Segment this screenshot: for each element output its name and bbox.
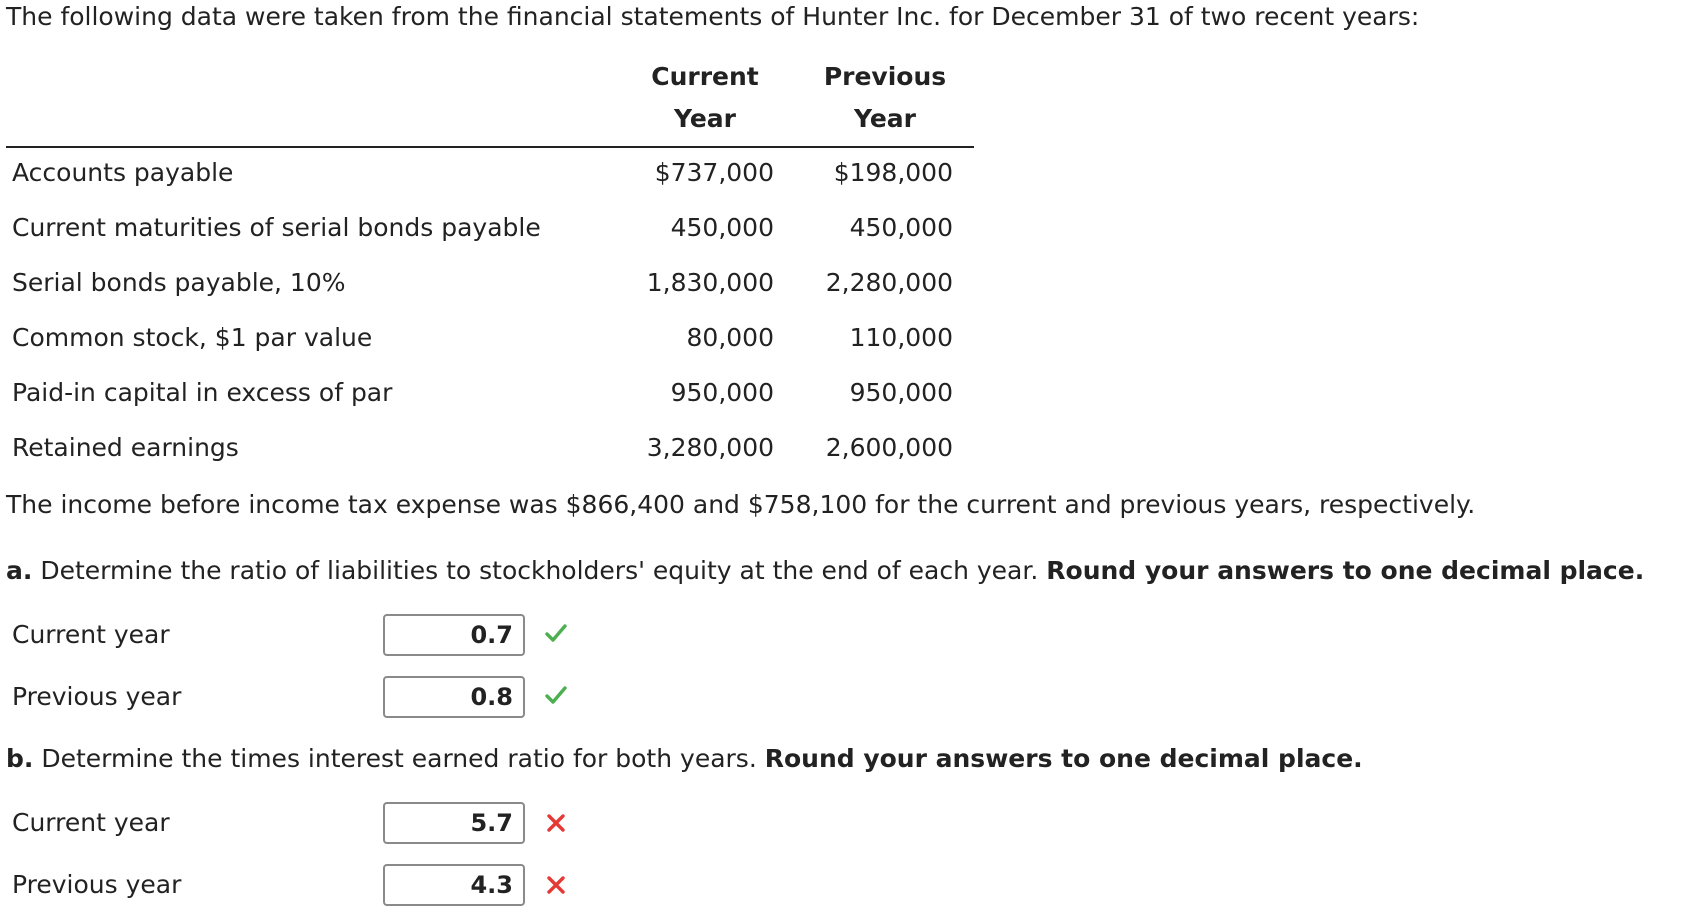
row-current-value: 80,000 bbox=[686, 323, 774, 352]
income-note: The income before income tax expense was $866,400 and $758,100 for the current and previous years, respectively. bbox=[6, 490, 1476, 519]
question-b-text: Determine the times interest earned ratio for both years. bbox=[41, 744, 757, 773]
row-label: Current maturities of serial bonds payable bbox=[12, 213, 541, 242]
question-a-instruction: Round your answers to one decimal place. bbox=[1046, 556, 1645, 585]
answer-a-previous-input[interactable]: 0.8 bbox=[383, 676, 525, 718]
row-previous-value: 110,000 bbox=[849, 323, 953, 352]
question-b bbox=[6, 744, 1363, 773]
question-a bbox=[6, 556, 1644, 585]
table-row bbox=[0, 323, 980, 363]
column-header-previous-line1: Previous bbox=[823, 62, 947, 91]
table-row bbox=[0, 378, 980, 418]
row-current-value: $737,000 bbox=[654, 158, 774, 187]
row-previous-value: 2,600,000 bbox=[825, 433, 953, 462]
row-previous-value: 950,000 bbox=[849, 378, 953, 407]
column-header-current-line1: Current bbox=[651, 62, 759, 91]
table-row bbox=[0, 213, 980, 253]
row-label: Paid-in capital in excess of par bbox=[12, 378, 393, 407]
x-icon bbox=[544, 811, 568, 835]
column-header-current-line2: Year bbox=[674, 104, 736, 133]
row-label: Common stock, $1 par value bbox=[12, 323, 373, 352]
column-header-previous-year bbox=[785, 56, 985, 140]
row-previous-value: 2,280,000 bbox=[825, 268, 953, 297]
row-label: Accounts payable bbox=[12, 158, 234, 187]
table-row bbox=[0, 433, 980, 473]
answer-a-previous-label: Previous year bbox=[12, 682, 182, 711]
table-header-rule bbox=[6, 146, 974, 148]
check-icon bbox=[544, 683, 568, 707]
row-label: Retained earnings bbox=[12, 433, 239, 462]
row-previous-value: 450,000 bbox=[849, 213, 953, 242]
row-previous-value: $198,000 bbox=[833, 158, 953, 187]
answer-a-current-input[interactable]: 0.7 bbox=[383, 614, 525, 656]
answer-b-previous-input[interactable]: 4.3 bbox=[383, 864, 525, 906]
question-b-instruction: Round your answers to one decimal place. bbox=[764, 744, 1363, 773]
answer-a-current-label: Current year bbox=[12, 620, 170, 649]
column-header-current-year bbox=[605, 56, 805, 140]
row-current-value: 3,280,000 bbox=[646, 433, 774, 462]
answer-b-previous-label: Previous year bbox=[12, 870, 182, 899]
column-header-previous-line2: Year bbox=[854, 104, 916, 133]
row-label: Serial bonds payable, 10% bbox=[12, 268, 346, 297]
row-current-value: 1,830,000 bbox=[646, 268, 774, 297]
table-row bbox=[0, 158, 980, 198]
question-a-text: Determine the ratio of liabilities to stockholders' equity at the end of each year. bbox=[40, 556, 1039, 585]
answer-b-current-input[interactable]: 5.7 bbox=[383, 802, 525, 844]
x-icon bbox=[544, 873, 568, 897]
check-icon bbox=[544, 621, 568, 645]
question-b-letter: b. bbox=[6, 744, 34, 773]
answer-b-current-label: Current year bbox=[12, 808, 170, 837]
question-a-letter: a. bbox=[6, 556, 33, 585]
row-current-value: 450,000 bbox=[670, 213, 774, 242]
row-current-value: 950,000 bbox=[670, 378, 774, 407]
intro-text: The following data were taken from the financial statements of Hunter Inc. for December 31 of two recent years: bbox=[6, 2, 1420, 31]
table-row bbox=[0, 268, 980, 308]
